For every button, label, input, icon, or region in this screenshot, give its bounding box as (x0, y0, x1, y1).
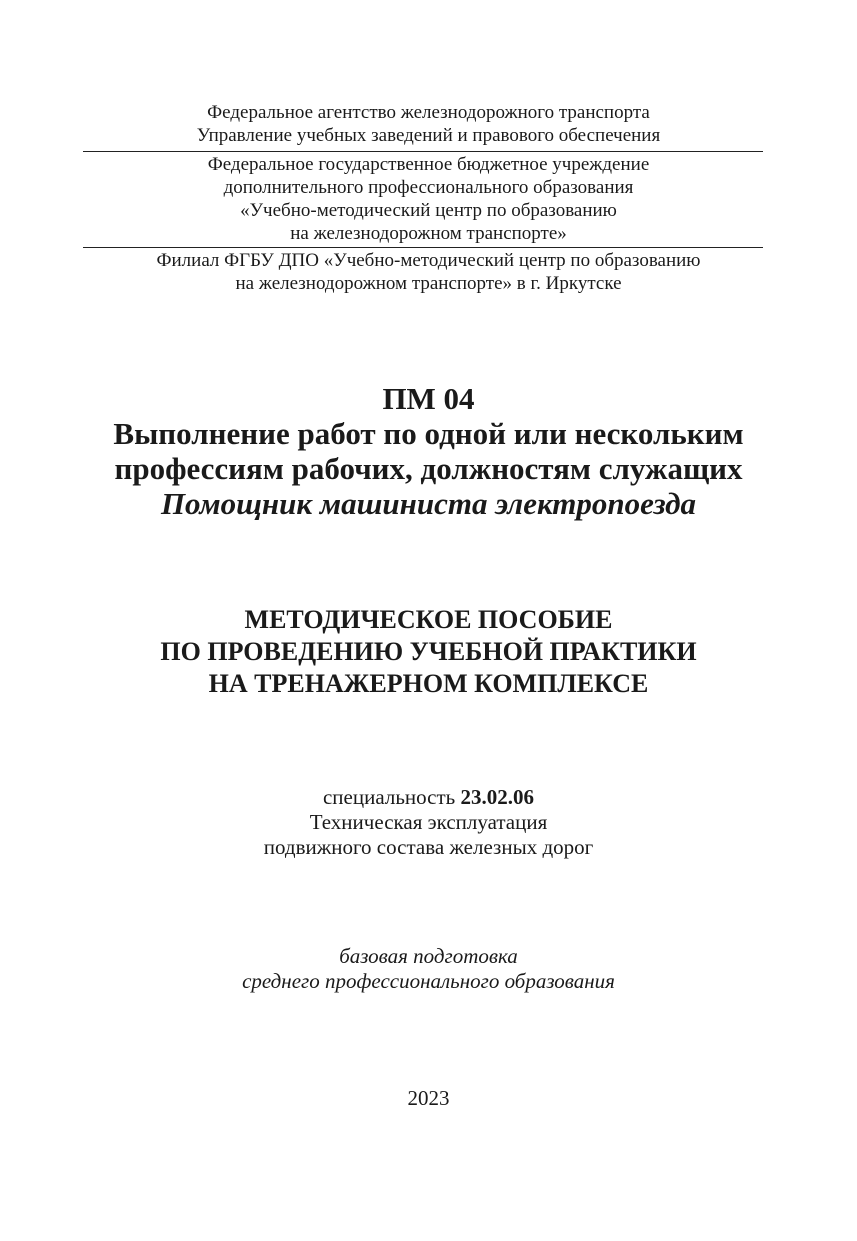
institution-line: «Учебно-методический центр по образованию (240, 200, 617, 221)
module-subtitle: Помощник машиниста электропоезда (160, 486, 697, 521)
agency-name: Федеральное агентство железнодорожного транспорта (207, 102, 650, 123)
specialty-name-line: Техническая эксплуатация (309, 810, 548, 834)
branch-line: Филиал ФГБУ ДПО «Учебно-методический центр по образованию (156, 250, 701, 271)
specialty-name-line: подвижного состава железных дорог (263, 835, 594, 859)
institution-header (0, 153, 857, 245)
module-title-line: Выполнение работ по одной или нескольким (113, 416, 744, 451)
publication-year: 2023 (407, 1086, 450, 1110)
module-code: ПМ 04 (382, 381, 475, 416)
specialty-info (0, 785, 857, 860)
branch-line: на железнодорожном транспорте» в г. Иркутске (235, 273, 622, 294)
specialty-label: специальность (322, 785, 456, 809)
branch-header (0, 249, 857, 295)
manual-title-line: МЕТОДИЧЕСКОЕ ПОСОБИЕ (244, 605, 613, 634)
institution-line: Федеральное государственное бюджетное учреждение (207, 154, 650, 175)
manual-title (0, 604, 857, 700)
divider-rule (83, 151, 763, 152)
specialty-code: 23.02.06 (460, 785, 534, 809)
level-line: среднего профессионального образования (242, 969, 615, 993)
module-title (0, 381, 857, 521)
level-line: базовая подготовка (339, 944, 518, 968)
education-level (0, 944, 857, 994)
module-title-line: профессиям рабочих, должностям служащих (114, 451, 743, 486)
agency-department: Управление учебных заведений и правового обеспечения (196, 125, 661, 146)
manual-title-line: НА ТРЕНАЖЕРНОМ КОМПЛЕКСЕ (208, 669, 649, 698)
divider-rule (83, 247, 763, 248)
manual-title-line: ПО ПРОВЕДЕНИЮ УЧЕБНОЙ ПРАКТИКИ (160, 637, 697, 666)
institution-line: на железнодорожном транспорте» (290, 223, 567, 244)
agency-header (0, 101, 857, 147)
institution-line: дополнительного профессионального образования (223, 177, 634, 198)
specialty-code-line (0, 785, 857, 810)
